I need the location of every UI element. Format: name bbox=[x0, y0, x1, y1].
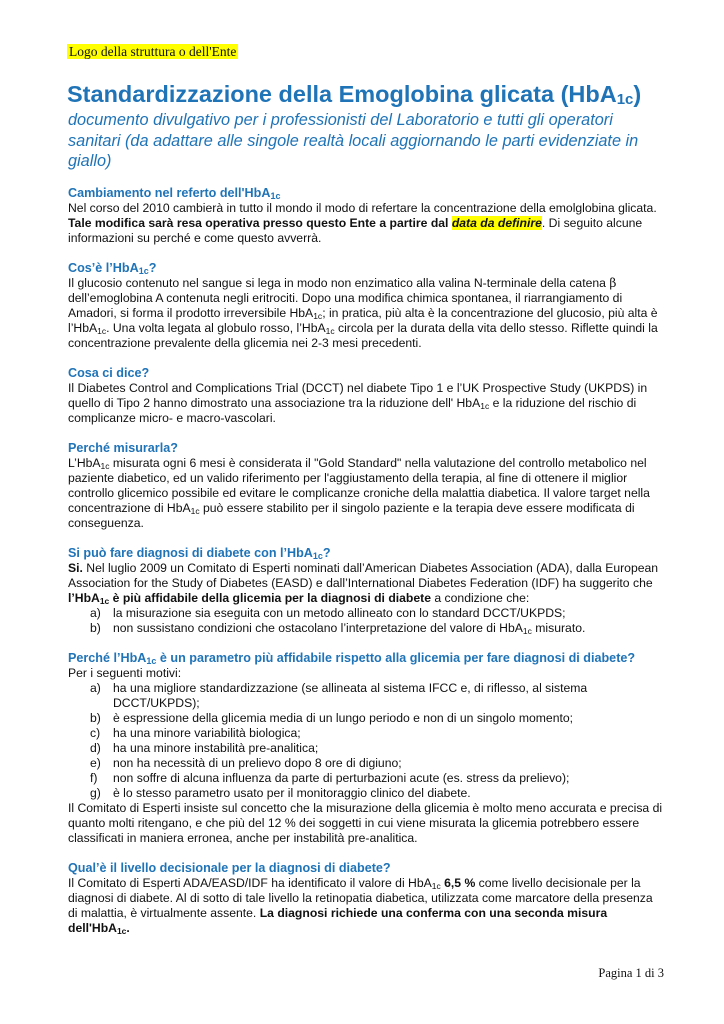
subscript: 1c bbox=[431, 880, 441, 891]
body-text: Il Comitato di Esperti ADA/EASD/IDF ha identificato il valore di HbA bbox=[68, 875, 432, 890]
body-text-end: . Di seguito alcune informazioni su perché e come questo avverrà. bbox=[68, 215, 643, 245]
section-heading-cose bbox=[68, 260, 664, 276]
body-bold: Si. bbox=[68, 560, 83, 575]
section-body-livello-decisionale bbox=[68, 876, 664, 936]
list-text: non sussistano condizioni che ostacolano l’interpretazione del valore di HbA bbox=[113, 620, 523, 635]
section-heading-cambiamento bbox=[68, 185, 664, 201]
heading-text: Cos’è l’HbA bbox=[68, 260, 139, 275]
beta-symbol: β bbox=[609, 275, 617, 290]
list-text-end: misurato. bbox=[531, 620, 586, 635]
body-text: Nel luglio 2009 un Comitato di Esperti nominati dall’American Diabetes Association (ADA), dalla European Association for the Study of Diabetes (EASD) e dall’International Diabetes Federation (IDF) ha suggerito che bbox=[68, 560, 659, 590]
list-text: ha una minore variabilità biologica; bbox=[113, 725, 301, 740]
title-text: Standardizzazione della Emoglobina glicata (HbA bbox=[67, 81, 617, 107]
body-text: come livello decisionale per la diagnosi di diabete. Al di sotto di tale livello la retinopatia diabetica, utilizzata come marcatore della presenza di malattia, è virtualmente assente. bbox=[68, 875, 653, 920]
body-text: ; in pratica, più alta è la concentrazione del glucosio, più alta è l’HbA bbox=[68, 305, 658, 335]
subscript: 1c bbox=[313, 310, 323, 321]
list-marker: c) bbox=[90, 725, 101, 740]
subscript: 1c bbox=[99, 595, 110, 606]
list-text: è espressione della glicemia media di un lungo periodo e non di un singolo momento; bbox=[113, 710, 574, 725]
subscript: 1c bbox=[190, 505, 200, 516]
body-text: a condizione che: bbox=[431, 590, 530, 605]
section-intro-affidabilita: Per i seguenti motivi: bbox=[68, 665, 182, 680]
document-title bbox=[67, 81, 664, 108]
body-text: e la riduzione del rischio di complicanze micro- e macro-vascolari. bbox=[68, 395, 637, 425]
heading-subscript: 1c bbox=[312, 550, 323, 561]
list-marker: f) bbox=[90, 770, 98, 785]
section-body-cambiamento bbox=[68, 201, 664, 246]
list-marker: d) bbox=[90, 740, 101, 755]
list-marker: a) bbox=[90, 680, 101, 695]
decision-value: 6,5 % bbox=[444, 875, 476, 890]
section-closing-affidabilita: Il Comitato di Esperti insiste sul concetto che la misurazione della glicemia è molto meno accurata e precisa di quanto molti ritengano, e che più del 12 % dei soggetti in cui viene misurata la glicemia potrebbero essere classificati in maniera erronea, anche per instabilità pre-analitica. bbox=[68, 800, 663, 845]
section-heading-perche-misurarla: Perché misurarla? bbox=[68, 440, 178, 455]
section-body-cosa-ci-dice bbox=[68, 381, 664, 426]
body-text: circola per la durata della vita dello stesso. Riflette quindi la concentrazione prevalente della glicemia nei 2-3 mesi precedenti. bbox=[68, 320, 658, 350]
heading-text: Cambiamento nel referto dell'HbA bbox=[68, 185, 271, 200]
list-item bbox=[68, 756, 664, 771]
heading-end: ? bbox=[322, 545, 331, 560]
heading-end: è un parametro più affidabile rispetto alla glicemia per fare diagnosi di diabete? bbox=[156, 650, 636, 665]
heading-end: ? bbox=[148, 260, 157, 275]
section-body-cose bbox=[68, 276, 664, 351]
section-body-diagnosi bbox=[68, 561, 664, 606]
heading-subscript: 1c bbox=[270, 190, 281, 201]
list-text: non soffre di alcuna influenza da parte di perturbazioni acute (es. stress da prelievo); bbox=[113, 770, 570, 785]
heading-text: Perché l’HbA bbox=[68, 650, 147, 665]
list-marker: b) bbox=[90, 620, 101, 635]
body-bold-end: . bbox=[126, 920, 130, 935]
heading-subscript: 1c bbox=[146, 655, 157, 666]
highlighted-date: data da definire bbox=[451, 215, 542, 230]
list-item bbox=[68, 711, 664, 726]
list-item bbox=[68, 681, 664, 711]
list-text: ha una migliore standardizzazione (se allineata al sistema IFCC e, di riflesso, al sistema DCCT/UKPDS); bbox=[113, 680, 588, 710]
body-bold: è più affidabile della glicemia per la diagnosi di diabete bbox=[109, 590, 431, 605]
list-item bbox=[68, 621, 664, 636]
body-text: dell’emoglobina A contenuta negli eritrociti. Dopo una modifica chimica spontanea, il riarrangiamento di Amadori, si forma il prodotto irreversibile HbA bbox=[68, 290, 623, 320]
body-bold: Tale modifica sarà resa operativa presso questo Ente a partire dal bbox=[68, 215, 452, 230]
section-heading-cosa-ci-dice: Cosa ci dice? bbox=[68, 365, 150, 380]
logo-placeholder: Logo della struttura o dell'Ente bbox=[69, 44, 237, 59]
body-text: L’HbA bbox=[68, 455, 101, 470]
section-heading-livello-decisionale: Qual’è il livello decisionale per la diagnosi di diabete? bbox=[68, 860, 391, 875]
list-text: è lo stesso parametro usato per il monitoraggio clinico del diabete. bbox=[113, 785, 471, 800]
body-bold: La diagnosi richiede una conferma con una seconda misura dell'HbA bbox=[68, 905, 608, 935]
body-text: . Una volta legata al globulo rosso, l’HbA bbox=[106, 320, 326, 335]
body-bold: l’HbA bbox=[68, 590, 100, 605]
list-item bbox=[68, 786, 664, 801]
subscript: 1c bbox=[116, 925, 127, 936]
document-page bbox=[68, 40, 664, 936]
section-heading-affidabilita bbox=[68, 650, 664, 666]
list-item bbox=[68, 771, 664, 786]
body-text: Il Diabetes Control and Complications Trial (DCCT) nel diabete Tipo 1 e l’UK Prospective Study (UKPDS) in quello di Tipo 2 hanno dimostrato una associazione tra la riduzione dell' HbA bbox=[68, 380, 648, 410]
list-item bbox=[68, 741, 664, 756]
subscript: 1c bbox=[522, 625, 532, 636]
subscript: 1c bbox=[100, 460, 110, 471]
list-marker: a) bbox=[90, 605, 101, 620]
subscript: 1c bbox=[480, 400, 490, 411]
title-close: ) bbox=[633, 81, 642, 107]
body-text: Il glucosio contenuto nel sangue si lega in modo non enzimatico alla valina N-terminale della catena bbox=[68, 275, 610, 290]
body-text: Nel corso del 2010 cambierà in tutto il mondo il modo di refertare la concentrazione della emolglobina glicata. bbox=[68, 200, 657, 215]
subscript: 1c bbox=[97, 325, 107, 336]
conditions-list bbox=[68, 606, 664, 636]
list-item bbox=[68, 726, 664, 741]
heading-subscript: 1c bbox=[138, 265, 149, 276]
list-marker: g) bbox=[90, 785, 101, 800]
body-text: misurata ogni 6 mesi è considerata il "Gold Standard" nella valutazione del controllo metabolico nel paziente diabetico, ed un valido riferimento per l'aggiustamento della terapia, al fine di ottenere il miglior controllo glicemico possibile ed evitare le complicanze croniche della malattia diabetica. Il valore target nella concentrazione di HbA bbox=[68, 455, 650, 515]
page-number: Pagina 1 di 3 bbox=[598, 966, 664, 980]
heading-text: Si può fare diagnosi di diabete con l’HbA bbox=[68, 545, 313, 560]
title-subscript: 1c bbox=[616, 91, 634, 108]
list-item bbox=[68, 606, 664, 621]
body-text: può essere stabilito per il singolo paziente e la terapia deve essere modificata di conseguenza. bbox=[68, 500, 635, 530]
list-marker: e) bbox=[90, 755, 101, 770]
subscript: 1c bbox=[325, 325, 335, 336]
list-text: ha una minore instabilità pre-analitica; bbox=[113, 740, 319, 755]
document-subtitle: documento divulgativo per i professionisti del Laboratorio e tutti gli operatori sanitari (da adattare alle singole realtà locali aggiornando le parti evidenziate in giallo) bbox=[68, 111, 639, 170]
list-text: non ha necessità di un prelievo dopo 8 ore di digiuno; bbox=[113, 755, 402, 770]
section-body-perche-misurarla bbox=[68, 456, 664, 531]
list-marker: b) bbox=[90, 710, 101, 725]
section-heading-diagnosi bbox=[68, 545, 664, 561]
reasons-list bbox=[68, 681, 664, 801]
list-text: la misurazione sia eseguita con un metodo allineato con lo standard DCCT/UKPDS; bbox=[113, 605, 566, 620]
